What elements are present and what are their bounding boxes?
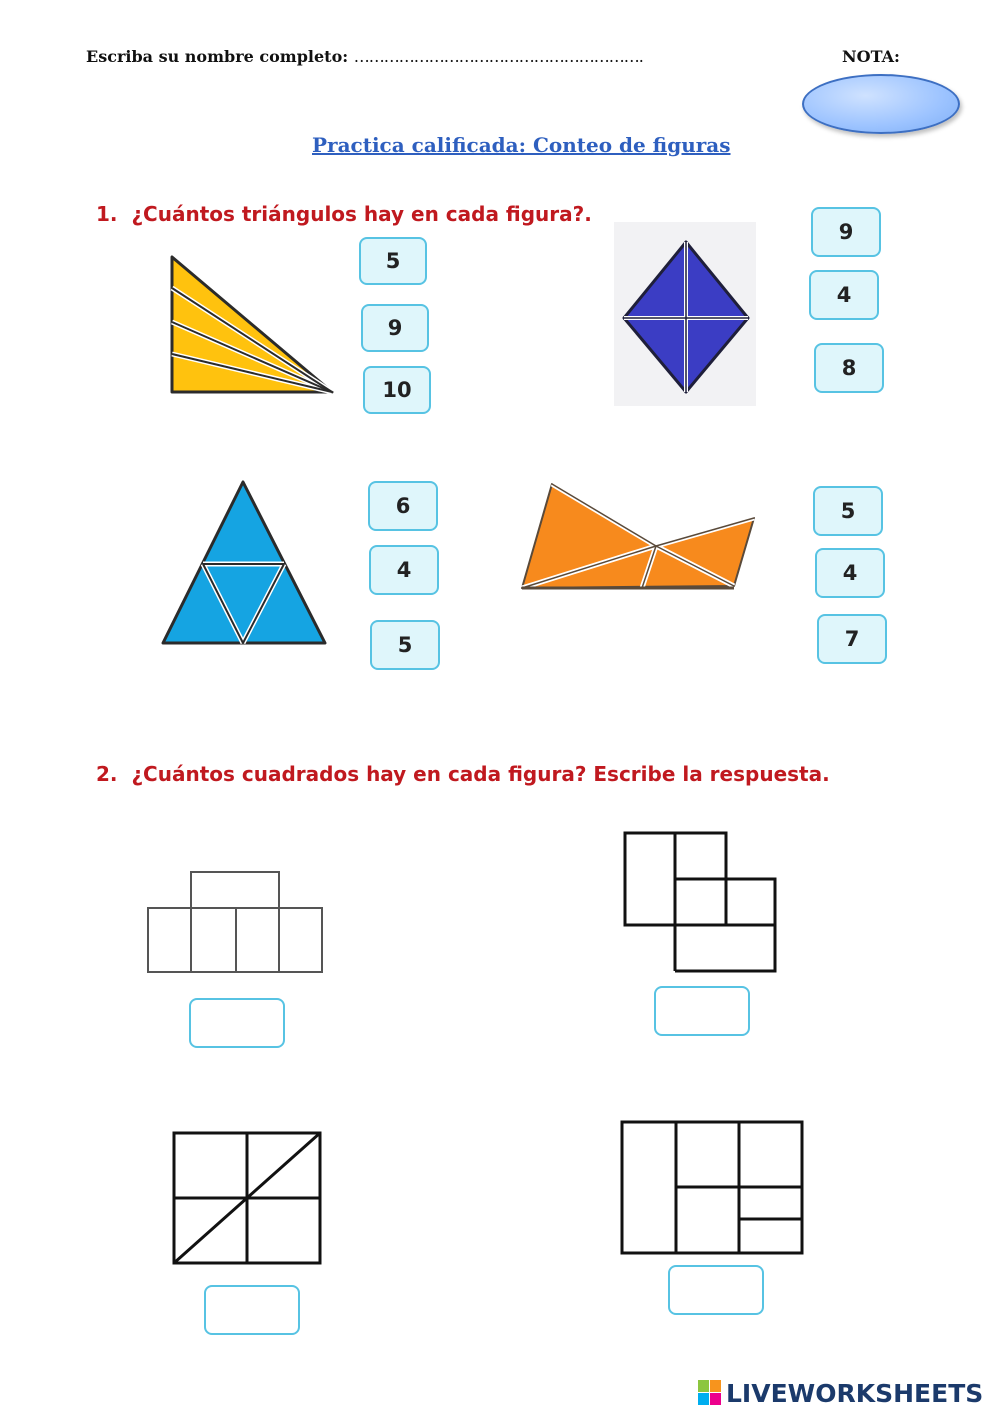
fig4-option-1[interactable]: 5 (813, 486, 883, 536)
orange-bowtie-figure (516, 478, 761, 596)
fig2-option-1[interactable]: 9 (811, 207, 881, 257)
fig1-option-3[interactable]: 10 (363, 366, 431, 414)
blue-rhombus-figure (614, 222, 756, 406)
liveworksheets-logo-icon (698, 1380, 722, 1406)
fig3-option-2[interactable]: 4 (369, 545, 439, 595)
name-label (86, 47, 643, 66)
fig3-option-1[interactable]: 6 (368, 481, 438, 531)
name-dots[interactable]: …………………………………………………. (353, 47, 643, 66)
grade-oval (802, 74, 960, 134)
fig2-option-2[interactable]: 4 (809, 270, 879, 320)
question-1 (96, 202, 592, 226)
yellow-triangle-figure (165, 250, 340, 400)
answer-input-a[interactable] (189, 998, 285, 1048)
name-label-text: Escriba su nombre completo: (86, 47, 349, 66)
question-1-text: ¿Cuántos triángulos hay en cada figura?. (131, 202, 592, 226)
fig4-option-3[interactable]: 7 (817, 614, 887, 664)
grade-label: NOTA: (842, 47, 900, 66)
squares-figure-c (171, 1130, 323, 1266)
fig4-option-2[interactable]: 4 (815, 548, 885, 598)
question-1-number: 1. (96, 202, 118, 226)
squares-figure-d (619, 1119, 805, 1256)
answer-input-b[interactable] (654, 986, 750, 1036)
fig3-option-3[interactable]: 5 (370, 620, 440, 670)
squares-figure-b (622, 830, 780, 976)
fig2-option-3[interactable]: 8 (814, 343, 884, 393)
cyan-triangle-figure (158, 476, 333, 648)
liveworksheets-brand (698, 1378, 983, 1408)
squares-figure-a (146, 868, 324, 976)
answer-input-c[interactable] (204, 1285, 300, 1335)
question-2-text: ¿Cuántos cuadrados hay en cada figura? Escribe la respuesta. (131, 762, 830, 786)
brand-text: LIVEWORKSHEETS (726, 1378, 984, 1408)
fig1-option-1[interactable]: 5 (359, 237, 427, 285)
page-title: Practica calificada: Conteo de figuras (312, 133, 731, 157)
question-2 (96, 762, 830, 786)
answer-input-d[interactable] (668, 1265, 764, 1315)
fig1-option-2[interactable]: 9 (361, 304, 429, 352)
question-2-number: 2. (96, 762, 118, 786)
